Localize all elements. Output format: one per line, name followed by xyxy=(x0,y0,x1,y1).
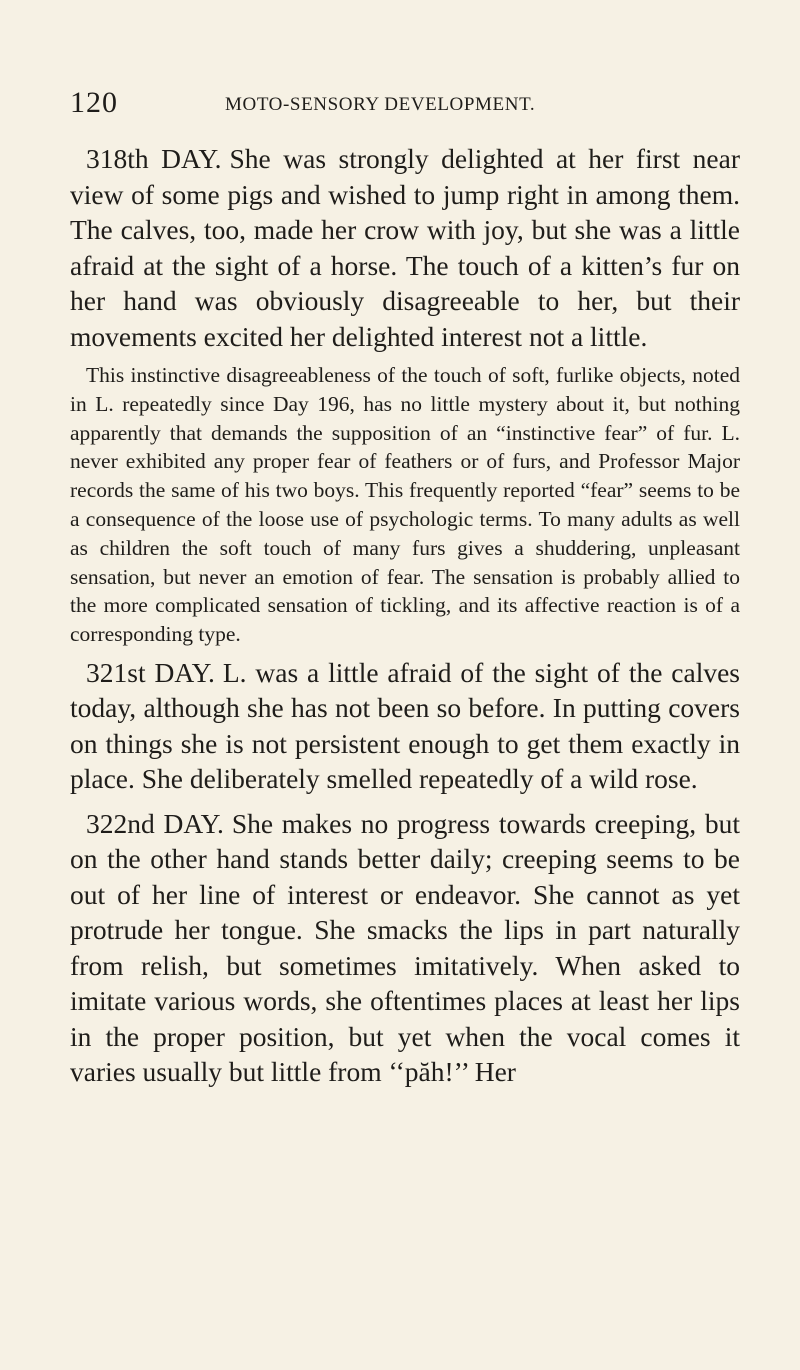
day-label: 318th DAY. xyxy=(86,143,222,174)
entry-322nd-day xyxy=(70,806,740,1090)
commentary-text: This instinctive disagreeableness of the touch of soft, furlike objects, noted in L. repeatedly since Day 196, has no little mystery about it, but nothing apparently that demands the supposition of an “instinctive fear” of fur. L. never exhibited any proper fear of feathers or of furs, and Professor Major records the same of his two boys. This frequently reported “fear” seems to be a consequence of the loose use of psychologic terms. To many adults as well as children the soft touch of many furs gives a shuddering, unpleasant sensation, but never an emotion of fear. The sensation is probably allied to the more complicated sensation of tickling, and its affective reaction is of a corresponding type. xyxy=(70,363,740,647)
running-title: MOTO-SENSORY DEVELOPMENT. xyxy=(225,94,536,115)
day-label: 322nd DAY. xyxy=(86,807,224,839)
entry-text: L. was a little afraid of the sight of the calves today, although she has not been so before. In putting covers on things she is not persistent enough to get them exactly in place. She deliberately smelled repeatedly of a wild rose. xyxy=(70,656,740,795)
day-label: 321st DAY. xyxy=(86,656,215,688)
entry-text: She makes no progress towards creeping, but on the other hand stands better daily; creeping seems to be out of her line of interest or endeavor. She cannot as yet protrude her tongue. She smacks the lips in part naturally from relish, but sometimes imitatively. When asked to imitate various words, she oftentimes places at least her lips in the proper position, but yet when the vocal comes it varies usually but little from ‘‘păh!’’ Her xyxy=(70,807,740,1088)
entry-text: She was strongly delighted at her first near view of some pigs and wished to jump right in among them. The calves, too, made her crow with joy, but she was a little afraid at the sight of a horse. The touch of a kitten’s fur on her hand was obviously disagreeable to her, but their movements excited her delighted interest not a little. xyxy=(70,143,740,352)
entry-318th-day xyxy=(70,141,740,354)
entry-321st-day xyxy=(70,655,740,797)
commentary-paragraph xyxy=(70,361,740,649)
page-number: 120 xyxy=(70,86,118,119)
running-head xyxy=(70,74,740,130)
book-page xyxy=(70,74,740,1090)
